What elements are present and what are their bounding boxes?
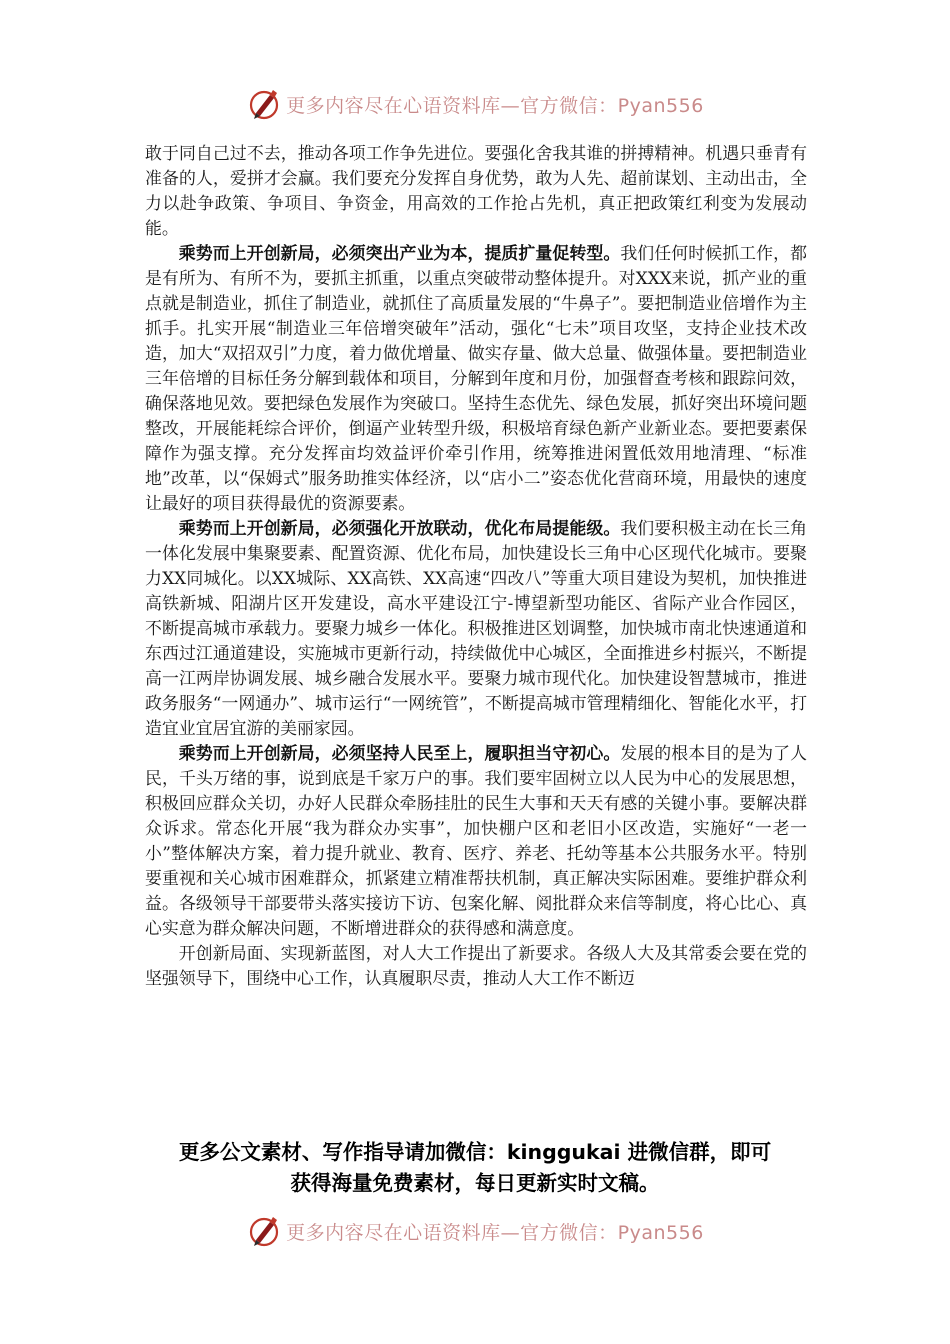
paragraph-heading: 乘势而上开创新局，必须强化开放联动，优化布局提能级。: [178, 518, 621, 538]
footer-line-2: 获得海量免费素材，每日更新实时文稿。: [290, 1171, 660, 1195]
watermark-text: 更多内容尽在心语资料库—官方微信：Pyan556: [286, 94, 704, 117]
document-body: [145, 141, 807, 991]
paragraph: 开创新局面、实现新蓝图，对人大工作提出了新要求。各级人大及其常委会要在党的坚强领导下，围绕中心工作，认真履职尽责，推动人大工作不断迈: [145, 943, 807, 988]
paragraph: 敢于同自己过不去，推动各项工作争先进位。要强化舍我其谁的拼搏精神。机遇只垂青有准备的人，爱拼才会赢。我们要充分发挥自身优势，敢为人先、超前谋划、主动出击，全力以赴争政策、争项目、争资金，用高效的工作抢占先机，真正把政策红利变为发展动能。: [145, 143, 807, 238]
paragraph: 乘势而上开创新局，必须坚持人民至上，履职担当守初心。发展的根本目的是为了人民，千头万绪的事，说到底是千家万户的事。我们要牢固树立以人民为中心的发展思想，积极回应群众关切，办好人民群众牵肠挂肚的民生大事和天天有感的关键小事。要解决群众诉求。常态化开展“我为群众办实事”，加快棚户区和老旧小区改造，实施好“一老一小”整体解决方案，着力提升就业、教育、医疗、养老、托幼等基本公共服务水平。特别要重视和关心城市困难群众，抓紧建立精准帮扶机制，真正解决实际困难。要维护群众利益。各级领导干部要带头落实接访下访、包案化解、阅批群众来信等制度，将心比心、真心实意为群众解决问题，不断增进群众的获得感和满意度。: [145, 743, 808, 938]
fountain-pen-circle-icon: [246, 1213, 282, 1249]
header-watermark: [0, 84, 950, 124]
paragraph-heading: 乘势而上开创新局，必须坚持人民至上，履职担当守初心。: [178, 743, 621, 763]
fountain-pen-circle-icon: [246, 86, 282, 122]
paragraph: 乘势而上开创新局，必须突出产业为本，提质扩量促转型。我们任何时候抓工作，都是有所为、有所不为，要抓主抓重，以重点突破带动整体提升。对XXX来说，抓产业的重点就是制造业，抓住了制造业，就抓住了高质量发展的“牛鼻子”。要把制造业倍增作为主抓手。扎实开展“制造业三年倍增突破年”活动，强化“七未”项目攻坚，支持企业技术改造，加大“双招双引”力度，着力做优增量、做实存量、做大总量、做强体量。要把制造业三年倍增的目标任务分解到载体和项目，分解到年度和月份，加强督查考核和跟踪问效，确保落地见效。要把绿色发展作为突破口。坚持生态优先、绿色发展，抓好突出环境问题整改，开展能耗综合评价，倒逼产业转型升级，积极培育绿色新产业新业态。要把要素保障作为强支撑。充分发挥亩均效益评价牵引作用，统筹推进闲置低效用地清理、“标准地”改革，以“保姆式”服务助推实体经济，以“店小二”姿态优化营商环境，用最快的速度让最好的项目获得最优的资源要素。: [145, 243, 808, 513]
footer-line-1: 更多公文素材、写作指导请加微信：kinggukai 进微信群，即可: [178, 1140, 772, 1164]
paragraph-heading: 乘势而上开创新局，必须突出产业为本，提质扩量促转型。: [178, 243, 621, 263]
footer-watermark: [0, 1211, 950, 1251]
paragraph: 乘势而上开创新局，必须强化开放联动，优化布局提能级。我们要积极主动在长三角一体化发展中集聚要素、配置资源、优化布局，加快建设长三角中心区现代化城市。要聚力XX同城化。以XX城际、XX高铁、XX高速“四改八”等重大项目建设为契机，加快推进高铁新城、阳湖片区开发建设，高水平建设江宁-博望新型功能区、省际产业合作园区，不断提高城市承载力。要聚力城乡一体化。积极推进区划调整，加快城市南北快速通道和东西过江通道建设，实施城市更新行动，持续做优中心城区，全面推进乡村振兴，不断提高一江两岸协调发展、城乡融合发展水平。要聚力城市现代化。加快建设智慧城市，推进政务服务“一网通办”、城市运行“一网统管”，不断提高城市管理精细化、智能化水平，打造宜业宜居宜游的美丽家园。: [145, 518, 808, 738]
footer-promo: [130, 1137, 820, 1199]
watermark-text: 更多内容尽在心语资料库—官方微信：Pyan556: [286, 1221, 704, 1244]
